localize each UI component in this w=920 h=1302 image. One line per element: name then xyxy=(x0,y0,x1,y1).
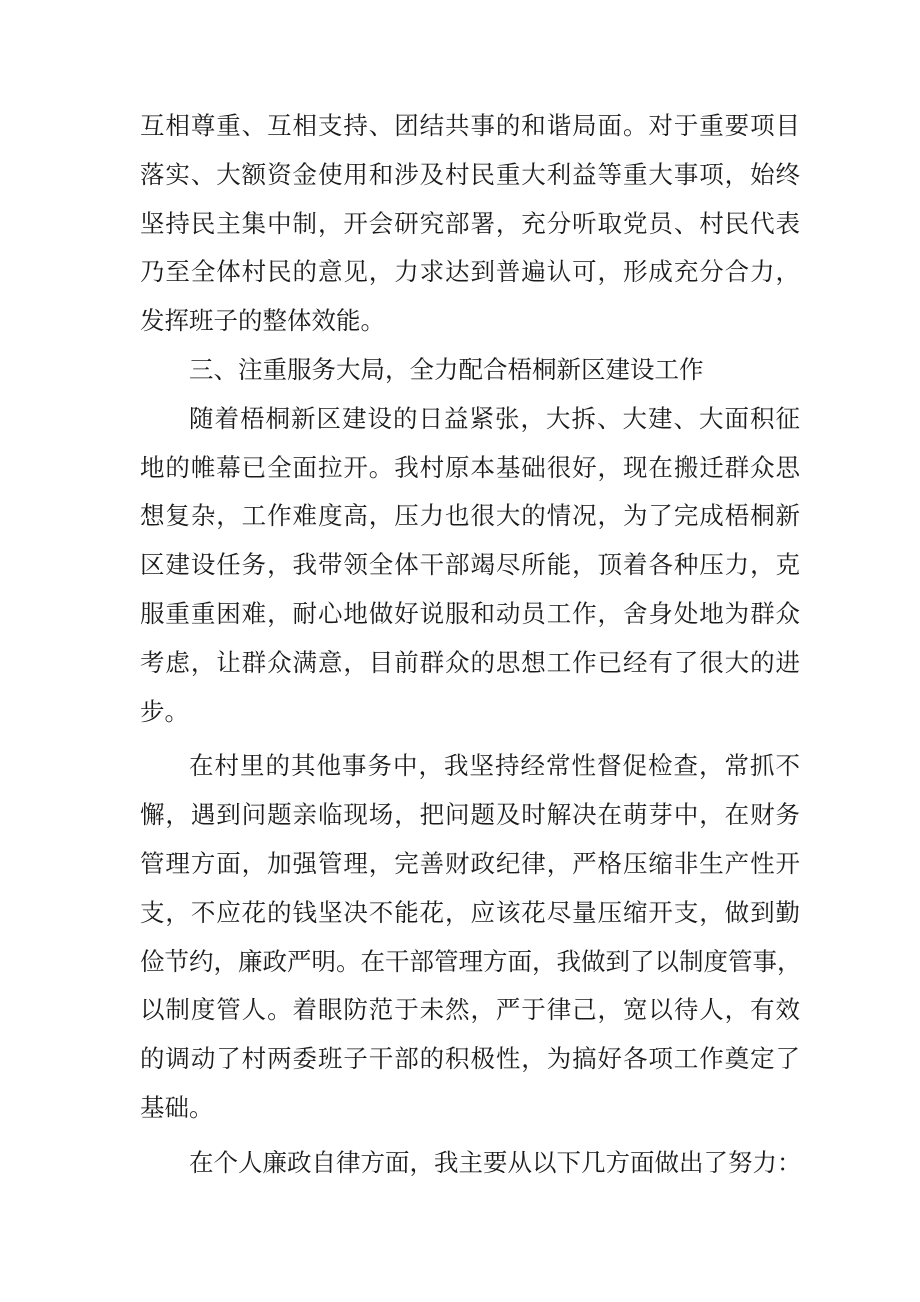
text-line: 随着梧桐新区建设的日益紧张，大拆、大建、大面积征 xyxy=(189,403,800,433)
paragraph-self-discipline xyxy=(140,1139,800,1188)
text-line: 互相尊重、互相支持、团结共事的和谐局面。对于重要项目 xyxy=(140,111,800,140)
section-heading-three xyxy=(140,346,800,395)
text-line: 坚持民主集中制，开会研究部署，充分听取党员、村民代表 xyxy=(140,208,800,238)
text-line: 步。 xyxy=(140,696,189,726)
paragraph-new-district xyxy=(140,395,800,737)
text-line: 发挥班子的整体效能。 xyxy=(140,306,385,336)
text-line: 在村里的其他事务中，我坚持经常性督促检查，常抓不 xyxy=(189,751,800,781)
text-line: 支，不应花的钱坚决不能花，应该花尽量压缩开支，做到勤 xyxy=(140,897,800,927)
section-heading: 三、注重服务大局，全力配合梧桐新区建设工作 xyxy=(189,354,704,384)
text-line: 以制度管人。着眼防范于未然，严于律己，宽以待人，有效 xyxy=(140,995,800,1025)
text-line: 区建设任务，我带领全体干部竭尽所能，顶着各种压力，克 xyxy=(140,550,800,580)
text-line: 乃至全体村民的意见，力求达到普遍认可，形成充分合力， xyxy=(140,257,800,287)
text-line: 想复杂，工作难度高，压力也很大的情况，为了完成梧桐新 xyxy=(140,501,800,531)
text-line: 落实、大额资金使用和涉及村民重大利益等重大事项，始终 xyxy=(140,159,800,189)
text-line: 懈，遇到问题亲临现场，把问题及时解决在萌芽中，在财务 xyxy=(140,800,800,830)
text-line: 地的帷幕已全面拉开。我村原本基础很好，现在搬迁群众思 xyxy=(140,452,800,482)
text-line: 基础。 xyxy=(140,1092,214,1122)
paragraph-village-affairs xyxy=(140,742,800,1132)
text-line: 管理方面，加强管理，完善财政纪律，严格压缩非生产性开 xyxy=(140,848,800,878)
document-body xyxy=(140,102,800,1188)
text-line: 的调动了村两委班子干部的积极性，为搞好各项工作奠定了 xyxy=(140,1044,800,1074)
text-line: 服重重困难，耐心地做好说服和动员工作，舍身处地为群众 xyxy=(140,598,800,628)
text-line: 考虑，让群众满意，目前群众的思想工作已经有了很大的进 xyxy=(140,647,800,677)
text-line: 在个人廉政自律方面，我主要从以下几方面做出了努力： xyxy=(189,1147,802,1177)
text-line: 俭节约，廉政严明。在干部管理方面，我做到了以制度管事， xyxy=(140,946,802,976)
paragraph-team-harmony xyxy=(140,102,800,346)
